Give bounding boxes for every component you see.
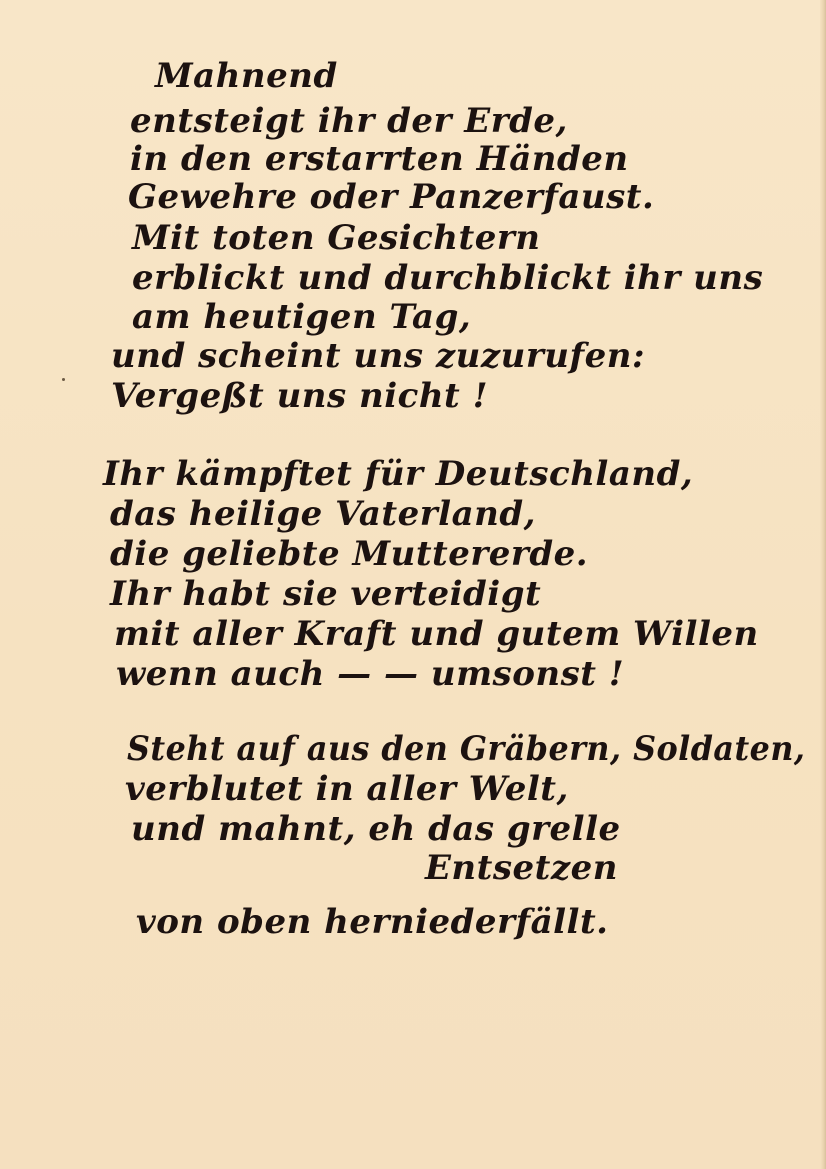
stanza-1-line-5: Mit toten Gesichtern — [132, 218, 541, 258]
stanza-2-line-5: mit aller Kraft und gutem Willen — [114, 614, 759, 654]
stanza-2-line-1: Ihr kämpftet für Deutschland, — [103, 454, 694, 494]
stanza-3-line-3: und mahnt, eh das grelle — [131, 809, 621, 849]
stanza-1-line-3: in den erstarrten Händen — [130, 139, 629, 179]
stanza-2-line-3: die geliebte Muttererde. — [110, 534, 589, 574]
stanza-1-line-2: entsteigt ihr der Erde, — [130, 101, 568, 141]
stanza-1-line-9: Vergeßt uns nicht ! — [111, 376, 489, 416]
stanza-2-line-6: wenn auch — — umsonst ! — [116, 654, 625, 694]
stanza-1-line-6: erblickt und durchblickt ihr uns — [132, 258, 764, 298]
stanza-2-line-4: Ihr habt sie verteidigt — [110, 574, 542, 614]
stanza-1-line-4: Gewehre oder Panzerfaust. — [128, 177, 655, 217]
stanza-3-line-5: von oben herniederfällt. — [136, 902, 609, 942]
stanza-1-line-1: Mahnend — [155, 56, 338, 96]
stanza-3-line-4: Entsetzen — [425, 848, 618, 888]
stanza-3-line-2: verblutet in aller Welt, — [125, 769, 569, 809]
stanza-3-line-1: Steht auf aus den Gräbern, Soldaten, — [127, 729, 806, 769]
stanza-1-line-8: und scheint uns zuzurufen: — [111, 336, 646, 376]
stanza-2-line-2: das heilige Vaterland, — [110, 494, 536, 534]
stanza-1-line-7: am heutigen Tag, — [132, 297, 472, 337]
